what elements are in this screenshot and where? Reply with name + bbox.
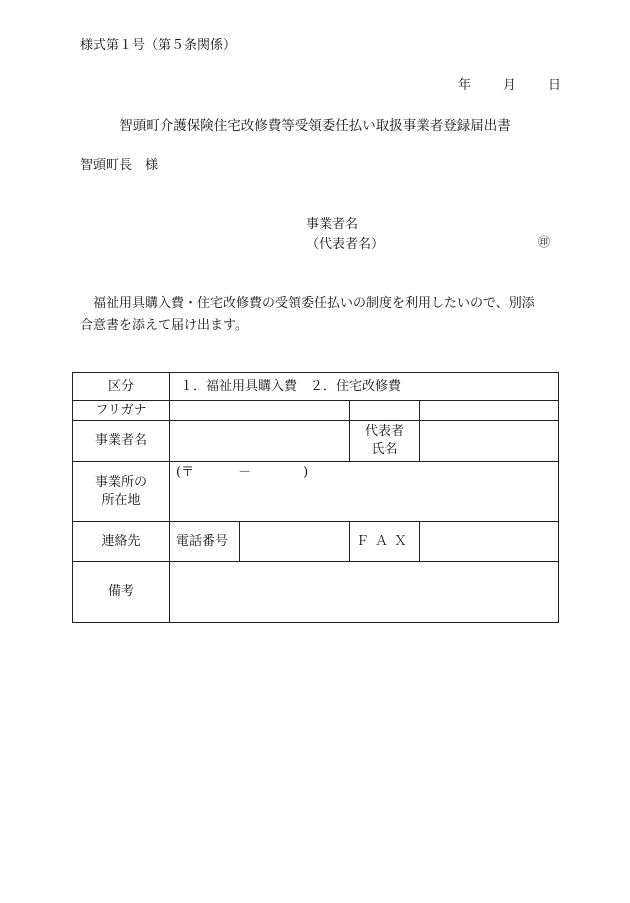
body-text-line-1: 福祉用具購入費・住宅改修費の受領委任払いの制度を利用したいので、別添 bbox=[93, 296, 535, 311]
address-label-2: 所在地 bbox=[101, 492, 141, 508]
phone-label: 電話番号 bbox=[170, 522, 240, 562]
address-label bbox=[73, 462, 170, 522]
representative-name-label-1: 代表者 bbox=[364, 424, 404, 439]
registration-table bbox=[72, 372, 559, 623]
representative-name-label-2: 氏名 bbox=[371, 442, 398, 457]
furigana-representative-label-cell bbox=[350, 401, 420, 421]
address-label-1: 事業所の bbox=[94, 474, 147, 490]
table-row-furigana bbox=[73, 401, 559, 421]
body-text-line-2: 合意書を添えて届け出ます。 bbox=[80, 318, 248, 333]
table-row-category bbox=[73, 373, 559, 401]
date-month-label: 月 bbox=[503, 78, 517, 93]
applicant-representative-label: （代表者名） bbox=[306, 237, 385, 252]
date-line bbox=[458, 74, 561, 93]
document-title: 智頭町介護保険住宅改修費等受領委任払い取扱事業者登録届出書 bbox=[119, 118, 511, 134]
applicant-business-name-label: 事業者名 bbox=[306, 217, 359, 232]
form-number: 様式第１号（第５条関係） bbox=[80, 38, 237, 53]
representative-name-label bbox=[350, 421, 420, 462]
remarks-field[interactable] bbox=[170, 562, 559, 623]
postal-suffix: ) bbox=[303, 465, 309, 480]
body-text bbox=[80, 293, 560, 337]
furigana-business-field[interactable] bbox=[170, 401, 350, 421]
category-label: 区分 bbox=[73, 373, 170, 401]
category-options-text: １．福祉用具購入費 ２．住宅改修費 bbox=[180, 378, 402, 394]
category-options[interactable] bbox=[170, 373, 559, 401]
date-day-label: 日 bbox=[548, 78, 562, 93]
postal-dash: － bbox=[238, 465, 252, 480]
contact-label: 連絡先 bbox=[73, 522, 170, 562]
furigana-representative-field[interactable] bbox=[420, 401, 559, 421]
addressee: 智頭町長 様 bbox=[80, 158, 159, 173]
business-name-label: 事業者名 bbox=[73, 421, 170, 462]
phone-field[interactable] bbox=[240, 522, 350, 562]
postal-prefix: (〒 bbox=[176, 465, 195, 480]
furigana-label: フリガナ bbox=[73, 401, 170, 421]
table-row-address bbox=[73, 462, 559, 522]
fax-field[interactable] bbox=[420, 522, 559, 562]
fax-label: ＦＡＸ bbox=[350, 522, 420, 562]
date-year-label: 年 bbox=[458, 78, 472, 93]
business-name-field[interactable] bbox=[170, 421, 350, 462]
address-field[interactable] bbox=[170, 462, 559, 522]
table-row-business-name bbox=[73, 421, 559, 462]
seal-mark: ㊞ bbox=[538, 235, 551, 249]
remarks-label: 備考 bbox=[73, 562, 170, 623]
table-row-contact bbox=[73, 522, 559, 562]
representative-name-field[interactable] bbox=[420, 421, 559, 462]
table-row-remarks bbox=[73, 562, 559, 623]
